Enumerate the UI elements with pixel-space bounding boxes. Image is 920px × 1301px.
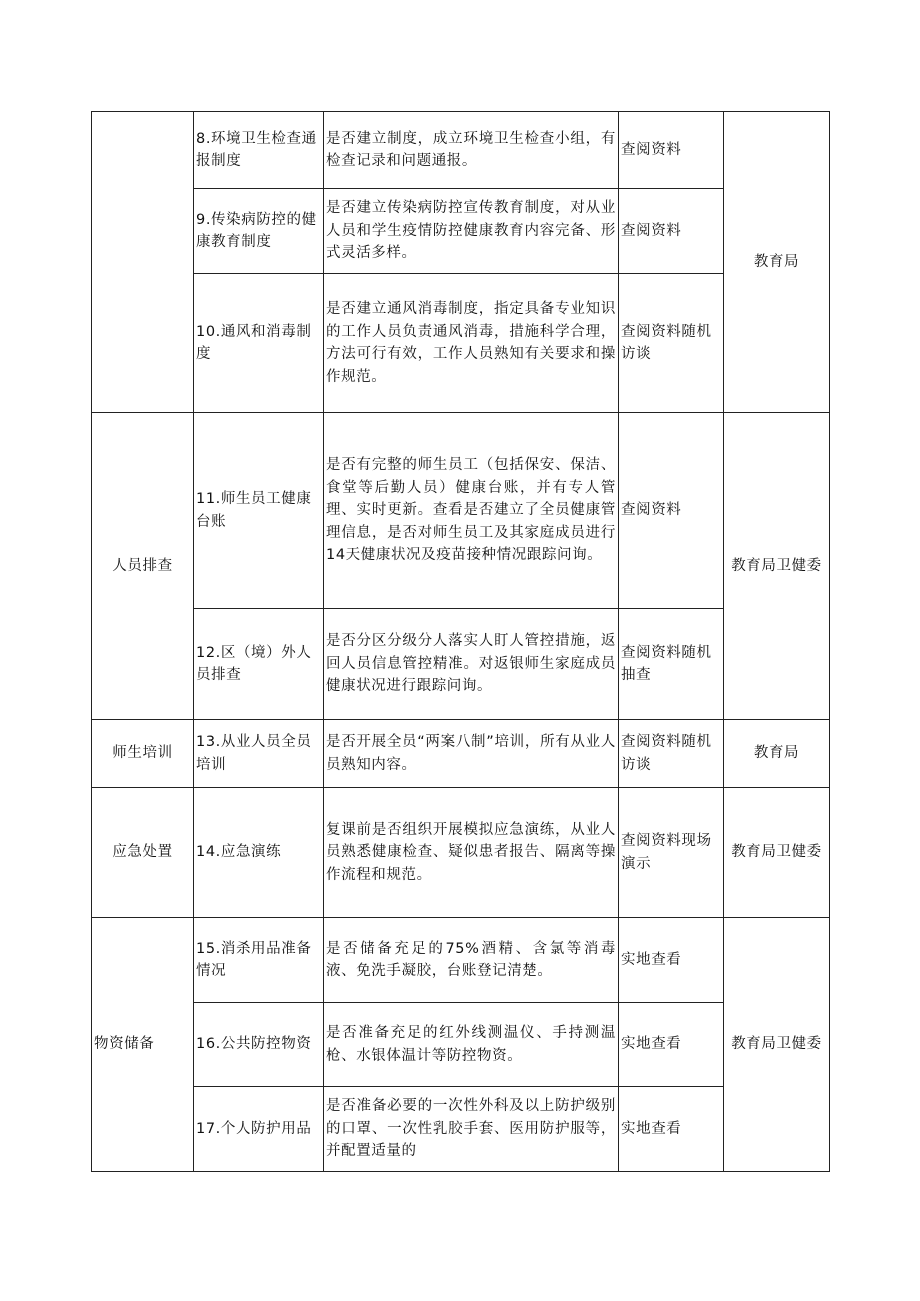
department-cell: 教育局	[724, 112, 830, 413]
table-row	[92, 788, 830, 918]
table-row	[92, 112, 830, 189]
content-cell: 是否建立制度，成立环境卫生检查小组，有检查记录和问题通报。	[324, 112, 619, 189]
table-row	[92, 720, 830, 788]
table-row	[92, 1087, 830, 1172]
department-cell: 教育局卫健委	[724, 413, 830, 720]
content-cell: 是否准备充足的红外线测温仪、手持测温枪、水银体温计等防控物资。	[324, 1003, 619, 1087]
method-cell: 实地查看	[619, 1003, 724, 1087]
category-cell: 师生培训	[92, 720, 194, 788]
content-cell: 是否储备充足的75%酒精、含氯等消毒液、免洗手凝胶，台账登记清楚。	[324, 918, 619, 1003]
table-row	[92, 1003, 830, 1087]
method-cell: 查阅资料	[619, 413, 724, 609]
item-cell: 9.传染病防控的健康教育制度	[194, 189, 324, 274]
method-cell: 查阅资料随机访谈	[619, 274, 724, 413]
inspection-checklist-table	[91, 111, 830, 1172]
table-row	[92, 609, 830, 720]
department-cell: 教育局卫健委	[724, 918, 830, 1172]
content-cell: 复课前是否组织开展模拟应急演练，从业人员熟悉健康检查、疑似患者报告、隔离等操作流程和规范。	[324, 788, 619, 918]
method-cell: 实地查看	[619, 918, 724, 1003]
table-row	[92, 274, 830, 413]
item-cell: 16.公共防控物资	[194, 1003, 324, 1087]
content-cell: 是否有完整的师生员工（包括保安、保洁、食堂等后勤人员）健康台账，并有专人管理、实时更新。查看是否建立了全员健康管理信息，是否对师生员工及其家庭成员进行14天健康状况及疫苗接种情况跟踪问询。	[324, 413, 619, 609]
item-cell: 14.应急演练	[194, 788, 324, 918]
department-cell: 教育局	[724, 720, 830, 788]
item-cell: 15.消杀用品准备情况	[194, 918, 324, 1003]
item-cell: 8.环境卫生检查通报制度	[194, 112, 324, 189]
department-cell: 教育局卫健委	[724, 788, 830, 918]
table-row	[92, 413, 830, 609]
category-cell: 人员排查	[92, 413, 194, 720]
item-cell: 12.区（境）外人员排查	[194, 609, 324, 720]
category-cell-empty	[92, 112, 194, 413]
content-cell: 是否建立传染病防控宣传教育制度，对从业人员和学生疫情防控健康教育内容完备、形式灵活多样。	[324, 189, 619, 274]
content-cell: 是否建立通风消毒制度，指定具备专业知识的工作人员负责通风消毒，措施科学合理，方法可行有效，工作人员熟知有关要求和操作规范。	[324, 274, 619, 413]
method-cell: 查阅资料现场演示	[619, 788, 724, 918]
item-cell: 13.从业人员全员培训	[194, 720, 324, 788]
table-row	[92, 189, 830, 274]
method-cell: 查阅资料	[619, 189, 724, 274]
content-cell: 是否准备必要的一次性外科及以上防护级别的口罩、一次性乳胶手套、医用防护服等，并配置适量的	[324, 1087, 619, 1172]
content-cell: 是否开展全员“两案八制”培训，所有从业人员熟知内容。	[324, 720, 619, 788]
content-cell: 是否分区分级分人落实人盯人管控措施，返回人员信息管控精准。对返银师生家庭成员健康状况进行跟踪问询。	[324, 609, 619, 720]
method-cell: 查阅资料随机访谈	[619, 720, 724, 788]
item-cell: 11.师生员工健康台账	[194, 413, 324, 609]
table-row	[92, 918, 830, 1003]
item-cell: 17.个人防护用品	[194, 1087, 324, 1172]
method-cell: 查阅资料	[619, 112, 724, 189]
category-cell: 物资储备	[92, 918, 194, 1172]
item-cell: 10.通风和消毒制度	[194, 274, 324, 413]
method-cell: 查阅资料随机抽查	[619, 609, 724, 720]
method-cell: 实地查看	[619, 1087, 724, 1172]
category-cell: 应急处置	[92, 788, 194, 918]
